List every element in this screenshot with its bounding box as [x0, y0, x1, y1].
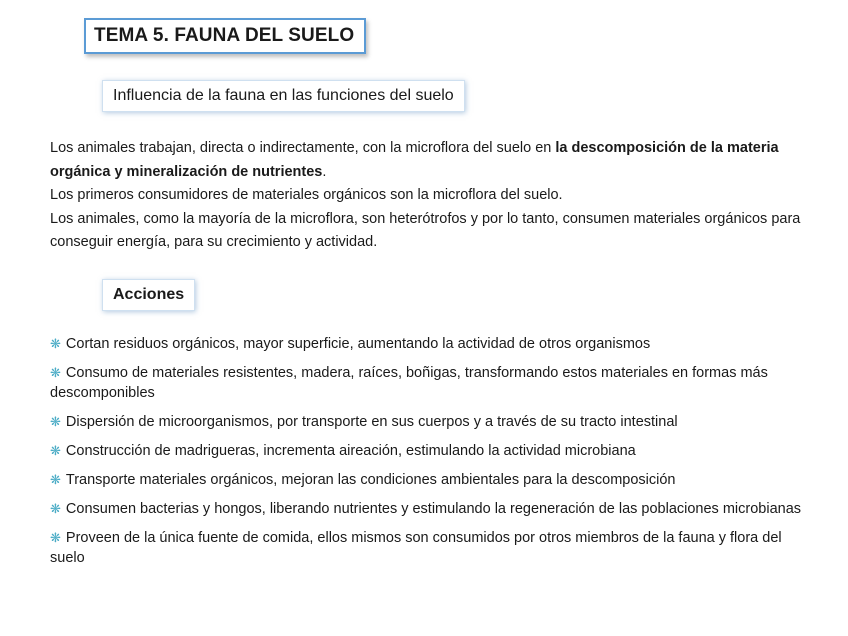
- snowflake-bullet-icon: ❋: [50, 472, 61, 487]
- list-item: [50, 528, 810, 568]
- list-item-text: Consumo de materiales resistentes, madera, raíces, boñigas, transformando estos materiales en formas más descomponibles: [50, 365, 768, 401]
- list-item: [50, 334, 810, 354]
- section-heading-acciones: Acciones: [102, 279, 195, 311]
- snowflake-bullet-icon: ❋: [50, 501, 61, 516]
- paragraph-line-3: Los animales, como la mayoría de la microflora, son heterótrofos y por lo tanto, consumen materiales orgánicos para conseguir energía, para su crecimiento y actividad.: [50, 210, 801, 250]
- list-item: [50, 363, 810, 403]
- snowflake-bullet-icon: ❋: [50, 414, 61, 429]
- list-item: [50, 499, 810, 519]
- paragraph-line-1-bold: la descomposición de la materia orgánica y mineralización de nutrientes: [50, 140, 779, 180]
- list-item-text: Construcción de madrigueras, incrementa aireación, estimulando la actividad microbiana: [65, 443, 636, 459]
- list-item-text: Transporte materiales orgánicos, mejoran las condiciones ambientales para la descomposición: [65, 472, 676, 488]
- list-item-text: Dispersión de microorganismos, por transporte en sus cuerpos y a través de su tracto intestinal: [65, 414, 678, 430]
- snowflake-bullet-icon: ❋: [50, 365, 61, 380]
- list-item-text: Consumen bacterias y hongos, liberando nutrientes y estimulando la regeneración de las poblaciones microbianas: [65, 501, 802, 517]
- intro-paragraph: [50, 137, 810, 255]
- list-item-text: Proveen de la única fuente de comida, ellos mismos son consumidos por otros miembros de la fauna y flora del suelo: [50, 530, 782, 566]
- paragraph-line-1-end: .: [322, 163, 327, 180]
- acciones-list: [50, 334, 810, 577]
- page-title: TEMA 5. FAUNA DEL SUELO: [84, 18, 366, 54]
- snowflake-bullet-icon: ❋: [50, 336, 61, 351]
- snowflake-bullet-icon: ❋: [50, 443, 61, 458]
- paragraph-line-1: [50, 137, 810, 184]
- snowflake-bullet-icon: ❋: [50, 530, 61, 545]
- paragraph-line-1-text: Los animales trabajan, directa o indirectamente, con la microflora del suelo en: [50, 140, 556, 156]
- list-item: [50, 412, 810, 432]
- list-item: [50, 441, 810, 461]
- section-heading-influencia: Influencia de la fauna en las funciones del suelo: [102, 80, 465, 112]
- list-item: [50, 470, 810, 490]
- paragraph-line-2: Los primeros consumidores de materiales orgánicos son la microflora del suelo.: [50, 187, 563, 203]
- list-item-text: Cortan residuos orgánicos, mayor superficie, aumentando la actividad de otros organismos: [65, 336, 651, 352]
